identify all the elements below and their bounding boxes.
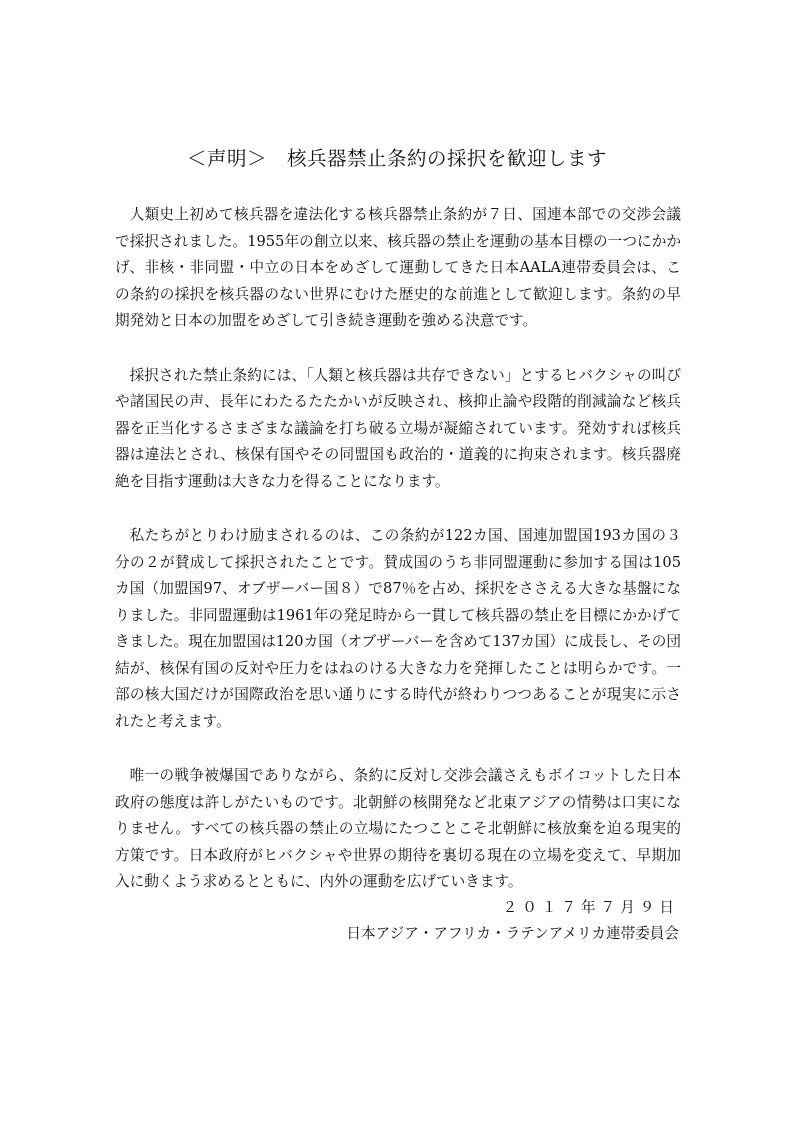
- organization-signature: 日本アジア・アフリカ・ラテンアメリカ連帯委員会: [346, 925, 679, 942]
- paragraph-1: 人類史上初めて核兵器を違法化する核兵器禁止条約が７日、国連本部での交渉会議で採択されました。1955年の創立以来、核兵器の禁止を運動の基本目標の一つにかかげ、非核・非同盟・中立の日本をめざして運動してきた日本AALA連帯委員会は、この条約の採択を核兵器のない世界にむけた歴史的な前進として歓迎します。条約の早期発効と日本の加盟をめざして引き続き運動を強める決意です。: [115, 206, 681, 329]
- paragraph-4: 唯一の戦争被爆国でありながら、条約に反対し交渉会議さえもボイコットした日本政府の態度は許しがたいものです。北朝鮮の核開発など北東アジアの情勢は口実になりません。すべての核兵器の禁止の立場にたつことこそ北朝鮮に核放棄を迫る現実的方策です。日本政府がヒバクシャや世界の期待を裏切る現在の立場を変えて、早期加入に動くよう求めるとともに、内外の運動を広げていきます。: [115, 767, 681, 890]
- document-title: ＜声明＞ 核兵器禁止条約の採択を歓迎します: [186, 147, 607, 170]
- paragraph-3: 私たちがとりわけ励まされるのは、この条約が122カ国、国連加盟国193カ国の３分の２が賛成して採択されたことです。賛成国のうち非同盟運動に参加する国は105カ国（加盟国97、オブザーバー国８）で87％を占め、採択をささえる大きな基盤になりました。非同盟運動は1961年の発足時から一貫して核兵器の禁止を目標にかかげてきました。現在加盟国は120カ国（オブザーバーを含めて137カ国）に成長し、その団結が、核保有国の反対や圧力をはねのける大きな力を発揮したことは明らかです。一部の核大国だけが国際政治を思い通りにする時代が終わりつつあることが現実に示されたと考えます。: [115, 527, 681, 730]
- document-body: [115, 202, 681, 924]
- statement-date: ２０１７年７月９日: [502, 899, 679, 916]
- paragraph-2: 採択された禁止条約には、「人類と核兵器は共存できない」とするヒバクシャの叫びや諸国民の声、長年にわたるたたかいが反映され、核抑止論や段階的削減論など核兵器を正当化するさまざまな議論を打ち破る立場が凝縮されています。発効すれば核兵器は違法とされ、核保有国やその同盟国も政治的・道義的に拘束されます。核兵器廃絶を目指す運動は大きな力を得ることになります。: [115, 366, 681, 490]
